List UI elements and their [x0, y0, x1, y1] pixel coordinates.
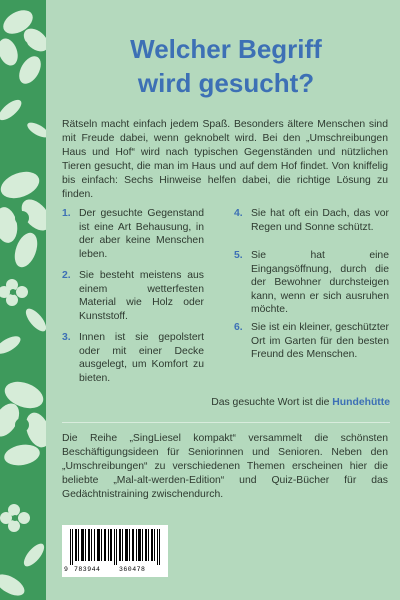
series-paragraph: Die Reihe „SingLiesel kompakt“ versammelt die schönsten Beschäftigungsideen für Seniorinnen und Senioren. Neben den „Umschreibungen“ zu verschiedenen Themen erscheinen hier die beliebte „Mal-alt-werden-Edition“ und Quiz-Bücher für das Gedächtnistraining zwischendurch. — [62, 433, 388, 500]
hint-text: Der gesuchte Gegenstand ist eine Art Behausung, in der aber keine Menschen leben. — [79, 208, 204, 260]
hint-number: 3. — [62, 332, 71, 343]
divider — [62, 422, 390, 423]
answer-line — [211, 396, 390, 410]
hint-text: Sie hat oft ein Dach, das vor Regen und Sonne schützt. — [251, 208, 389, 233]
hint-number: 1. — [62, 208, 71, 219]
answer-word: Hundehütte — [332, 397, 390, 408]
hint-number: 6. — [234, 322, 243, 333]
intro-paragraph: Rätseln macht einfach jedem Spaß. Besonders ältere Menschen sind mit Freude dabei, wenn geknobelt wird. Bei den „Umschreibungen Haus und Hof“ wird nach typischen Gegenständen und nützlichen Tieren gesucht, die man im Haus und auf dem Hof findet. Von kniffelig bis einfach: Sechs Hinweise helfen dabei, die richtige Lösung zu finden. — [62, 119, 388, 200]
title-line-1: Welcher Begriff — [130, 34, 322, 64]
hint-number: 4. — [234, 208, 243, 219]
hint-text: Sie ist ein kleiner, geschützter Ort im Garten für den besten Freund des Menschen. — [251, 322, 389, 360]
barcode-digit-group-1: 783944 — [74, 566, 101, 573]
barcode-icon — [70, 529, 162, 565]
hint-number: 5. — [234, 250, 243, 261]
floral-sidebar — [0, 0, 46, 600]
hint-number: 2. — [62, 270, 71, 281]
flower-pattern-icon — [0, 0, 46, 600]
back-cover-content — [62, 0, 390, 600]
title-line-2: wird gesucht? — [137, 68, 315, 98]
page-title — [62, 32, 390, 100]
barcode-digit-prefix: 9 — [64, 566, 69, 573]
barcode-digits — [64, 565, 168, 575]
hint-text: Innen ist sie gepolstert oder mit einer Decke ausgelegt, um Komfort zu bieten. — [79, 332, 204, 384]
isbn-barcode — [62, 525, 168, 577]
hints-list — [62, 207, 390, 387]
answer-prefix: Das gesuchte Wort ist die — [211, 397, 333, 408]
barcode-digit-group-2: 360478 — [119, 566, 146, 573]
hint-text: Sie hat eine Eingangsöffnung, durch die der Bewohner durchsteigen kann, wenn er sich ausruhen möchte. — [251, 250, 389, 315]
hint-text: Sie besteht meistens aus einem wetterfesten Material wie Holz oder Kunststoff. — [79, 270, 204, 322]
